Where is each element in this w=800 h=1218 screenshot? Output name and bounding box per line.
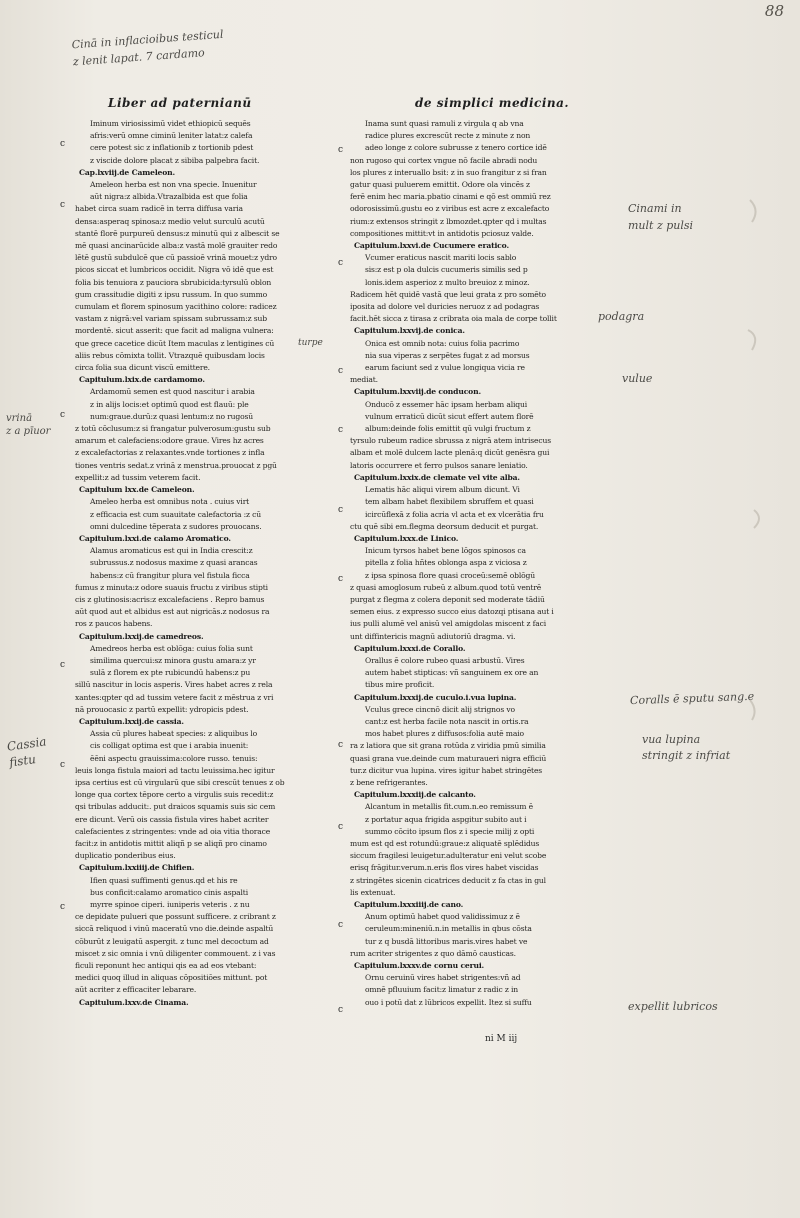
annotation-cinami-line-1: Cinami in bbox=[628, 202, 682, 215]
text-line: cere potest sic z inflationib z tortionib pdest bbox=[90, 143, 254, 153]
text-line: qsi tribulas adducit:. put draicos squamis suis sic cem bbox=[75, 802, 276, 812]
text-line: aūt acriter z efficaciter lebarare. bbox=[75, 985, 197, 995]
margin-mark: c bbox=[338, 822, 344, 832]
text-line: afris:verū omne ciminū leniter latat:z calefa bbox=[90, 131, 253, 141]
text-line: habens:z cū frangitur plura vel fistula ficca bbox=[90, 570, 250, 580]
text-line: Vcumer eraticus nascit mariti locis sablo bbox=[365, 253, 517, 263]
annotation-vua-line-1: vua lupina bbox=[642, 733, 701, 746]
margin-mark: c bbox=[60, 200, 66, 210]
text-line: album:deinde folis emittit qū vulgi fructum z bbox=[365, 424, 531, 434]
annotation-expellit: expellit lubricos bbox=[628, 1000, 718, 1013]
text-line: sillū nascitur in locis asperis. Vires habet acres z rela bbox=[75, 680, 273, 690]
text-line: omnē pfluuium facit:z limatur z radic z in bbox=[365, 985, 518, 995]
text-line: pitella z folia hñtes oblonga aspa z viciosa z bbox=[365, 558, 527, 568]
text-line: folia bis tenuiora z pauciora sbrubicida:tyrsulū oblon bbox=[75, 277, 272, 287]
text-line: semen eius. z expresso succo eius datozqi ptisana aut i bbox=[350, 607, 554, 617]
text-line: Ifien quasi suffimenti genus.qd et his re bbox=[90, 875, 238, 885]
text-line: cant:z est herba facile nota nascit in ortis.ra bbox=[365, 716, 529, 726]
text-line: facit:z in antidotis mittit aliqñ p se aliqñ pro cinamo bbox=[75, 838, 267, 848]
text-line: fumus z minuta:z odore suauis fructu z viribus stipti bbox=[75, 582, 268, 592]
text-line: Onica est omnib nota: cuius folia pacrimo bbox=[365, 338, 520, 348]
text-line: Amedreos herba est oblōga: cuius folia sunt bbox=[90, 643, 253, 653]
text-line: mediat. bbox=[350, 375, 378, 385]
text-line: ferē enim hec maria.pbatio cinami e qō est ommiū rez bbox=[350, 192, 551, 202]
text-line: aūt nigra:z albida.Vtrazalbida est que folia bbox=[90, 192, 248, 202]
text-line: similima quercui:sz minora gustu amara:z yr bbox=[90, 655, 256, 665]
text-line: Radicem hēt quidē vastā que leui grata z pro somēto bbox=[350, 289, 546, 299]
chapter-heading: Capitulum.lxxiiij.de Chifien. bbox=[79, 863, 195, 873]
chapter-heading: Capitulum lxx.de Cameleon. bbox=[79, 485, 195, 495]
annotation-vulue: vulue bbox=[622, 372, 653, 385]
text-line: siccum fragilesi leuigetur.adulteratur eni velut scobe bbox=[350, 851, 547, 861]
text-line: Orallus ē colore rubeo quasi arbustū. Vires bbox=[365, 655, 525, 665]
text-line: icircūflexā z folia acria vl acta et ex vlcerātia fru bbox=[365, 509, 544, 519]
text-line: miscet z sic omnia i vnū diligenter commouent. z i vas bbox=[75, 948, 276, 958]
text-line: lonis.idem asperioz z multo breuioz z minoz. bbox=[365, 277, 530, 287]
margin-mark: c bbox=[338, 425, 344, 435]
text-line: omni dulcedine tēperata z sudores prouocans. bbox=[90, 521, 262, 531]
text-line: tibus mire proficit. bbox=[365, 680, 435, 690]
text-line: bus conficit:calamo aromatico cinis aspalti bbox=[90, 887, 248, 897]
text-line: Lematis hāc aliqui virem album dicunt. Vi bbox=[365, 485, 520, 495]
text-line: Alamus aromaticus est qui in India crescit:z bbox=[90, 546, 253, 556]
text-line: mē quasi ancinarūcide alba:z vastā molē grauiter redo bbox=[75, 241, 278, 251]
text-line: non rugoso qui cortex vngue nō facile abradi nodu bbox=[350, 155, 538, 165]
chapter-heading: Capitulum.lxxxi.de Corallo. bbox=[354, 643, 466, 653]
annotation-urina-line-1: vrinā bbox=[6, 413, 33, 424]
text-line: Ameleon herba est non vna specie. Inuenitur bbox=[90, 180, 257, 190]
text-line: calefacientes z stringentes: vnde ad oia vitia thorace bbox=[75, 826, 271, 836]
text-line: leuis longa fistula maiori ad tactu leuissima.hec igitur bbox=[75, 765, 275, 775]
folio-number: 88 bbox=[764, 2, 784, 20]
annotation-top bbox=[71, 20, 313, 71]
annotation-cinami bbox=[628, 200, 693, 234]
chapter-heading: Capitulum.lxxv.de Cinama. bbox=[79, 997, 189, 1007]
text-line: ius pulli alumē vel anisū vel amigdolas miscent z faci bbox=[350, 619, 547, 629]
text-line: z in alijs locis:et optimū quod est flauū: ple bbox=[90, 399, 249, 409]
text-line: erisq frāgitur.verum.n.eris flos vires habet viscidas bbox=[350, 863, 539, 873]
text-line: Alcantum in metallis fit.cum.n.eo remissum ē bbox=[365, 802, 533, 812]
text-line: ros z paucos habens. bbox=[75, 619, 153, 629]
margin-mark: c bbox=[338, 740, 344, 750]
annotation-urina-line-2: z a pīuor bbox=[6, 426, 51, 437]
text-line: sulā z florem ex pte rubicundū habens:z pu bbox=[90, 668, 251, 678]
right-text-column bbox=[350, 118, 580, 1043]
text-line: expellit:z ad tussim veterem facit. bbox=[75, 472, 201, 482]
text-line: z ipsa spinosa flore quasi croceū:semē oblōgū bbox=[365, 570, 535, 580]
text-line: ce depidate pulueri que possunt sufficere. z cribrant z bbox=[75, 912, 276, 922]
chapter-heading: Cap.lxviij.de Cameleon. bbox=[79, 167, 176, 177]
text-line: tur z q busdā littoribus maris.vires habet ve bbox=[365, 936, 528, 946]
text-line: z stringētes sicenin cicatrices deducit z fa ctas in gul bbox=[350, 875, 546, 885]
text-line: stantē florē purpureū densus:z minutū qui z albescit se bbox=[75, 228, 280, 238]
text-line: purgat z flegma z colera deponit sed moderate tādiū bbox=[350, 594, 545, 604]
margin-mark: c bbox=[338, 145, 344, 155]
text-line: aūt quod aut et albidus est aut nigricās.z nodosus ra bbox=[75, 607, 270, 617]
chapter-heading: Capitulum.lxxij.de cassia. bbox=[79, 716, 184, 726]
text-line: myrre spinoe ciperi. iuniperis veteris . z nu bbox=[90, 900, 250, 909]
show-through-marks bbox=[740, 180, 790, 780]
heading-left: Liber ad paternianū bbox=[108, 96, 252, 110]
text-line: gum crassitudie digiti z ipsu russum. In quo summo bbox=[75, 289, 268, 299]
text-line: nia sua viperas z serpētes fugat z ad morsus bbox=[365, 350, 530, 360]
text-line: vastam z nigrā:vel variam spissam subrussam:z sub bbox=[75, 314, 267, 324]
annotation-turpe: turpe bbox=[298, 338, 323, 348]
text-line: circa folia sua dicunt viscū emittere. bbox=[75, 363, 210, 373]
text-line: adeo longe z colore subrusse z tenero cortice idē bbox=[365, 143, 547, 153]
text-line: z quasi amoglosum rubeū z album.quod totū ventrē bbox=[350, 582, 542, 592]
chapter-heading: Capitulum.lxxxiij.de calcanto. bbox=[354, 790, 476, 800]
text-line: cumulam et florem spinosum yacithino colore: radicez bbox=[75, 302, 277, 312]
margin-mark: c bbox=[60, 410, 66, 420]
chapter-heading: Capitulum.lxxviij.de conducon. bbox=[354, 387, 481, 397]
text-line: earum faciunt sed z vulue longiqua vicia re bbox=[365, 363, 525, 373]
text-line: ficuli reponunt hec antiqui qis ea ad eos vtebant: bbox=[75, 961, 257, 971]
chapter-heading: Capitulum.lxxij.de camedreos. bbox=[79, 631, 204, 641]
text-line: Vculus grece cincnō dicit alij strignos vo bbox=[365, 704, 515, 714]
annotation-podagra: podagra bbox=[598, 310, 645, 323]
text-line: compositiones mittit:vt in antidotis pciosuz valde. bbox=[350, 228, 534, 238]
text-line: ouo i potū dat z lūbricos expellit. Itez si suffu bbox=[365, 997, 532, 1007]
text-line: quasi grana vue.deinde cum maturaueri nigra efficiū bbox=[350, 753, 547, 763]
signature-mark: ni M iij bbox=[485, 1034, 518, 1044]
chapter-heading: Capitulum.lxxxij.de cuculo.i.vua lupina. bbox=[354, 692, 517, 702]
text-line: vulnum erraticū dicūt sicut effert autem florē bbox=[365, 411, 534, 421]
annotation-vua-lupina bbox=[642, 732, 730, 764]
text-line: cis colligat optima est que i arabia inuenit: bbox=[90, 741, 249, 751]
text-line: siccā reliquod i vinū maceratū vno die.deinde aspaltū bbox=[75, 924, 274, 934]
margin-mark: c bbox=[338, 366, 344, 376]
text-line: autem habet stipticas: vñ sanguinem ex ore an bbox=[365, 668, 539, 678]
annotation-urina bbox=[6, 412, 50, 438]
text-line: mos habet plures z diffusos:folia autē maio bbox=[365, 729, 524, 739]
text-line: num:graue.durū:z quasi lentum:z no rugosū bbox=[90, 411, 254, 421]
chapter-heading: Capitulum.lxxxv.de cornu cerui. bbox=[354, 961, 485, 971]
text-line: densa:asperaq spinosa:z medio velut surculū acutū bbox=[75, 216, 265, 226]
text-line: ctu quē sibi em.flegma deorsum deducit et purgat. bbox=[350, 521, 539, 531]
chapter-heading: Capitulum.lxxxiiij.de cano. bbox=[354, 900, 464, 909]
margin-mark: c bbox=[60, 902, 66, 912]
text-line: habet circa suam radicē in terra diffusa varia bbox=[75, 204, 243, 214]
text-line: mum est qd est rotundū:graue:z aliquatē splēdidus bbox=[350, 838, 540, 848]
text-line: iposita ad dolore vel duricies neruoz z ad podagras bbox=[350, 302, 540, 312]
text-line: Inicum tyrsos habet bene lōgos spinosos ca bbox=[365, 546, 526, 556]
margin-mark: c bbox=[60, 139, 66, 149]
chapter-heading: Capitulum.lxix.de cardamomo. bbox=[79, 375, 205, 385]
margin-mark: c bbox=[338, 920, 344, 930]
text-line: Ameleo herba est omnibus nota . cuius virt bbox=[90, 497, 250, 507]
text-line: unt diffintericis magnū adiutoriū dragma. vi. bbox=[350, 631, 516, 641]
text-line: lētē gustū subdulcē que cū passioē vrinā mouet:z ydro bbox=[75, 253, 277, 263]
margin-mark: c bbox=[338, 505, 344, 515]
text-line: medici quoq illud in aliquas cōpositiōes mittunt. pot bbox=[75, 973, 268, 983]
margin-mark: c bbox=[60, 660, 66, 670]
annotation-top-line-2: z lenit lapat. 7 cardamo bbox=[72, 46, 206, 69]
annotation-top-line-1: Cinā in inflacioibus testicul bbox=[71, 27, 224, 52]
text-line: z excalefactorias z relaxantes.vnde tortiones z infla bbox=[75, 448, 265, 458]
margin-mark: c bbox=[338, 258, 344, 268]
text-line: mordentē. sicut asserit: que facit ad maligna vulnera: bbox=[75, 326, 274, 336]
text-line: latoris occurrere et ferro pulsos sanare leniatio. bbox=[350, 460, 528, 470]
heading-right: de simplici medicina. bbox=[415, 96, 570, 110]
text-line: albam et molē dulcem lacte plenā:q dicūt genēsra gui bbox=[350, 448, 550, 458]
annotation-cassia bbox=[6, 733, 50, 770]
text-line: tem albam habet flexibilem sbruffem et quasi bbox=[365, 497, 534, 507]
text-line: longe qua cortex tēpore certo a virgulis suis recedit:z bbox=[75, 790, 274, 800]
text-line: Ardamomū semen est quod nascitur i arabia bbox=[90, 387, 255, 397]
text-line: Iminum viriosissimū videt ethiopicū sequēs bbox=[90, 119, 251, 128]
text-line: subrussus.z nodosus maxime z quasi arancas bbox=[90, 558, 258, 568]
text-line: duplicatio ponderibus eius. bbox=[75, 851, 176, 861]
text-line: z bene refrigerantes. bbox=[350, 777, 428, 787]
annotation-cassia-line-1: Cassia bbox=[6, 734, 48, 754]
margin-mark: c bbox=[338, 574, 344, 584]
annotation-cinami-line-2: mult z pulsi bbox=[628, 219, 694, 232]
text-line: amarum et calefaciens:odore graue. Vires hz acres bbox=[75, 436, 264, 446]
text-line: ere dicunt. Verū ois cassia fistula vires habet acriter bbox=[75, 814, 269, 824]
text-line: xantes:qpter qd ad tussim vetere facit z mēstrua z vri bbox=[75, 692, 274, 702]
chapter-heading: Capitulum.lxxi.de calamo Aromatico. bbox=[79, 533, 231, 543]
chapter-heading: Capitulum.lxxvij.de conica. bbox=[354, 326, 465, 336]
text-line: cōburūt z leuigatū aspergit. z tunc mel decoctum ad bbox=[75, 936, 269, 946]
chapter-heading: Capitulum.lxxvi.de Cucumere eratico. bbox=[354, 241, 509, 251]
left-text-column bbox=[75, 118, 305, 1043]
text-line: facit.hēt sicca z tirasa z cribrata oia mala de corpe tollit bbox=[350, 314, 557, 324]
margin-mark: c bbox=[60, 760, 66, 770]
text-line: los plures z interuallo bsit: z in suo frangitur z si fran bbox=[350, 167, 547, 177]
text-line: cis z glutinosis:acris:z excalefaciens . Repro bamus bbox=[75, 594, 265, 604]
text-line: Assia cū plures habeat species: z aliquibus lo bbox=[90, 729, 258, 739]
text-line: tiones ventris sedat.z vrinā z menstrua.prouocat z pgū bbox=[75, 460, 277, 470]
text-line: summo cōcito ipsum flos z i specie milij z opti bbox=[365, 826, 535, 836]
annotation-coralli: Coralls ē sputu sang.e bbox=[629, 689, 755, 708]
text-line: Anum optimū habet quod validissimuz z ē bbox=[365, 912, 520, 922]
text-line: ipsa certius est cū virgularū que sibi crescūt tenues z ob bbox=[75, 777, 285, 787]
text-line: ra z latiora que sit grana rotūda z viridia pmū similia bbox=[350, 741, 546, 751]
text-line: lis extenuat. bbox=[350, 887, 396, 897]
text-line: Onducō z essemer hāc ipsam herbam aliqui bbox=[365, 399, 528, 409]
text-line: ēēni aspectu grauissima:colore russo. tenuis: bbox=[90, 753, 258, 763]
text-line: Ornu ceruinū vires habet strigentes:vñ ad bbox=[365, 973, 521, 983]
text-line: ceruleum:mineniū.n.in metallis in qbus cōsta bbox=[365, 924, 532, 934]
text-line: z totū cōclusum:z si frangatur pulverosum:gustu sub bbox=[75, 424, 271, 434]
chapter-heading: Capitulum.lxxix.de clemate vel vite alba. bbox=[354, 472, 520, 482]
text-line: aliis rebus cōmixta tollit. Vtrazquē quibusdam locis bbox=[75, 350, 265, 360]
text-line: rum acriter strigentes z quo dāmō causticas. bbox=[350, 948, 516, 958]
annotation-vua-line-2: stringit z infriat bbox=[642, 749, 731, 762]
text-line: tur.z dicitur vua lupina. vires igitur habet stringētes bbox=[350, 765, 543, 775]
text-line: picos siccat et lumbricos occidit. Nigra vō idē que est bbox=[75, 265, 274, 275]
annotation-cassia-line-2: fistu bbox=[8, 752, 37, 770]
text-line: rium:z extensos stringit z lbmozdet.qpter qd i multas bbox=[350, 216, 547, 226]
text-line: z efficacia est cum suauitate calefactoria :z cū bbox=[90, 509, 261, 519]
text-line: nā prouocasic z partū expellit: ydropicis pdest. bbox=[75, 704, 249, 714]
text-line: radice plures excrescūt recte z minute z non bbox=[365, 131, 531, 141]
text-line: sis:z est p ola dulcis cucumeris similis sed p bbox=[365, 265, 528, 275]
text-line: z portatur aqua frigida aspgitur subito aut i bbox=[365, 814, 527, 824]
text-line: que grece cacetice dicūt Item maculas z lentigines cū bbox=[75, 338, 275, 348]
text-line: gatur quasi puluerem emittit. Odore ola vincēs z bbox=[350, 180, 530, 190]
text-line: z viscide dolore placat z sibiba palpebra facit. bbox=[90, 155, 260, 165]
text-line: tyrsulo rubeum radice sbrussa z nigrā atem intrisecus bbox=[350, 436, 551, 446]
margin-mark: c bbox=[338, 1005, 344, 1015]
chapter-heading: Capitulum.lxxx.de Linico. bbox=[354, 533, 459, 543]
text-line: odorosissimū.gustu eo z viribus est acre z excalefacto bbox=[350, 204, 550, 214]
text-line: Inama sunt quasi ramuli z virgula q ab vna bbox=[365, 119, 524, 128]
